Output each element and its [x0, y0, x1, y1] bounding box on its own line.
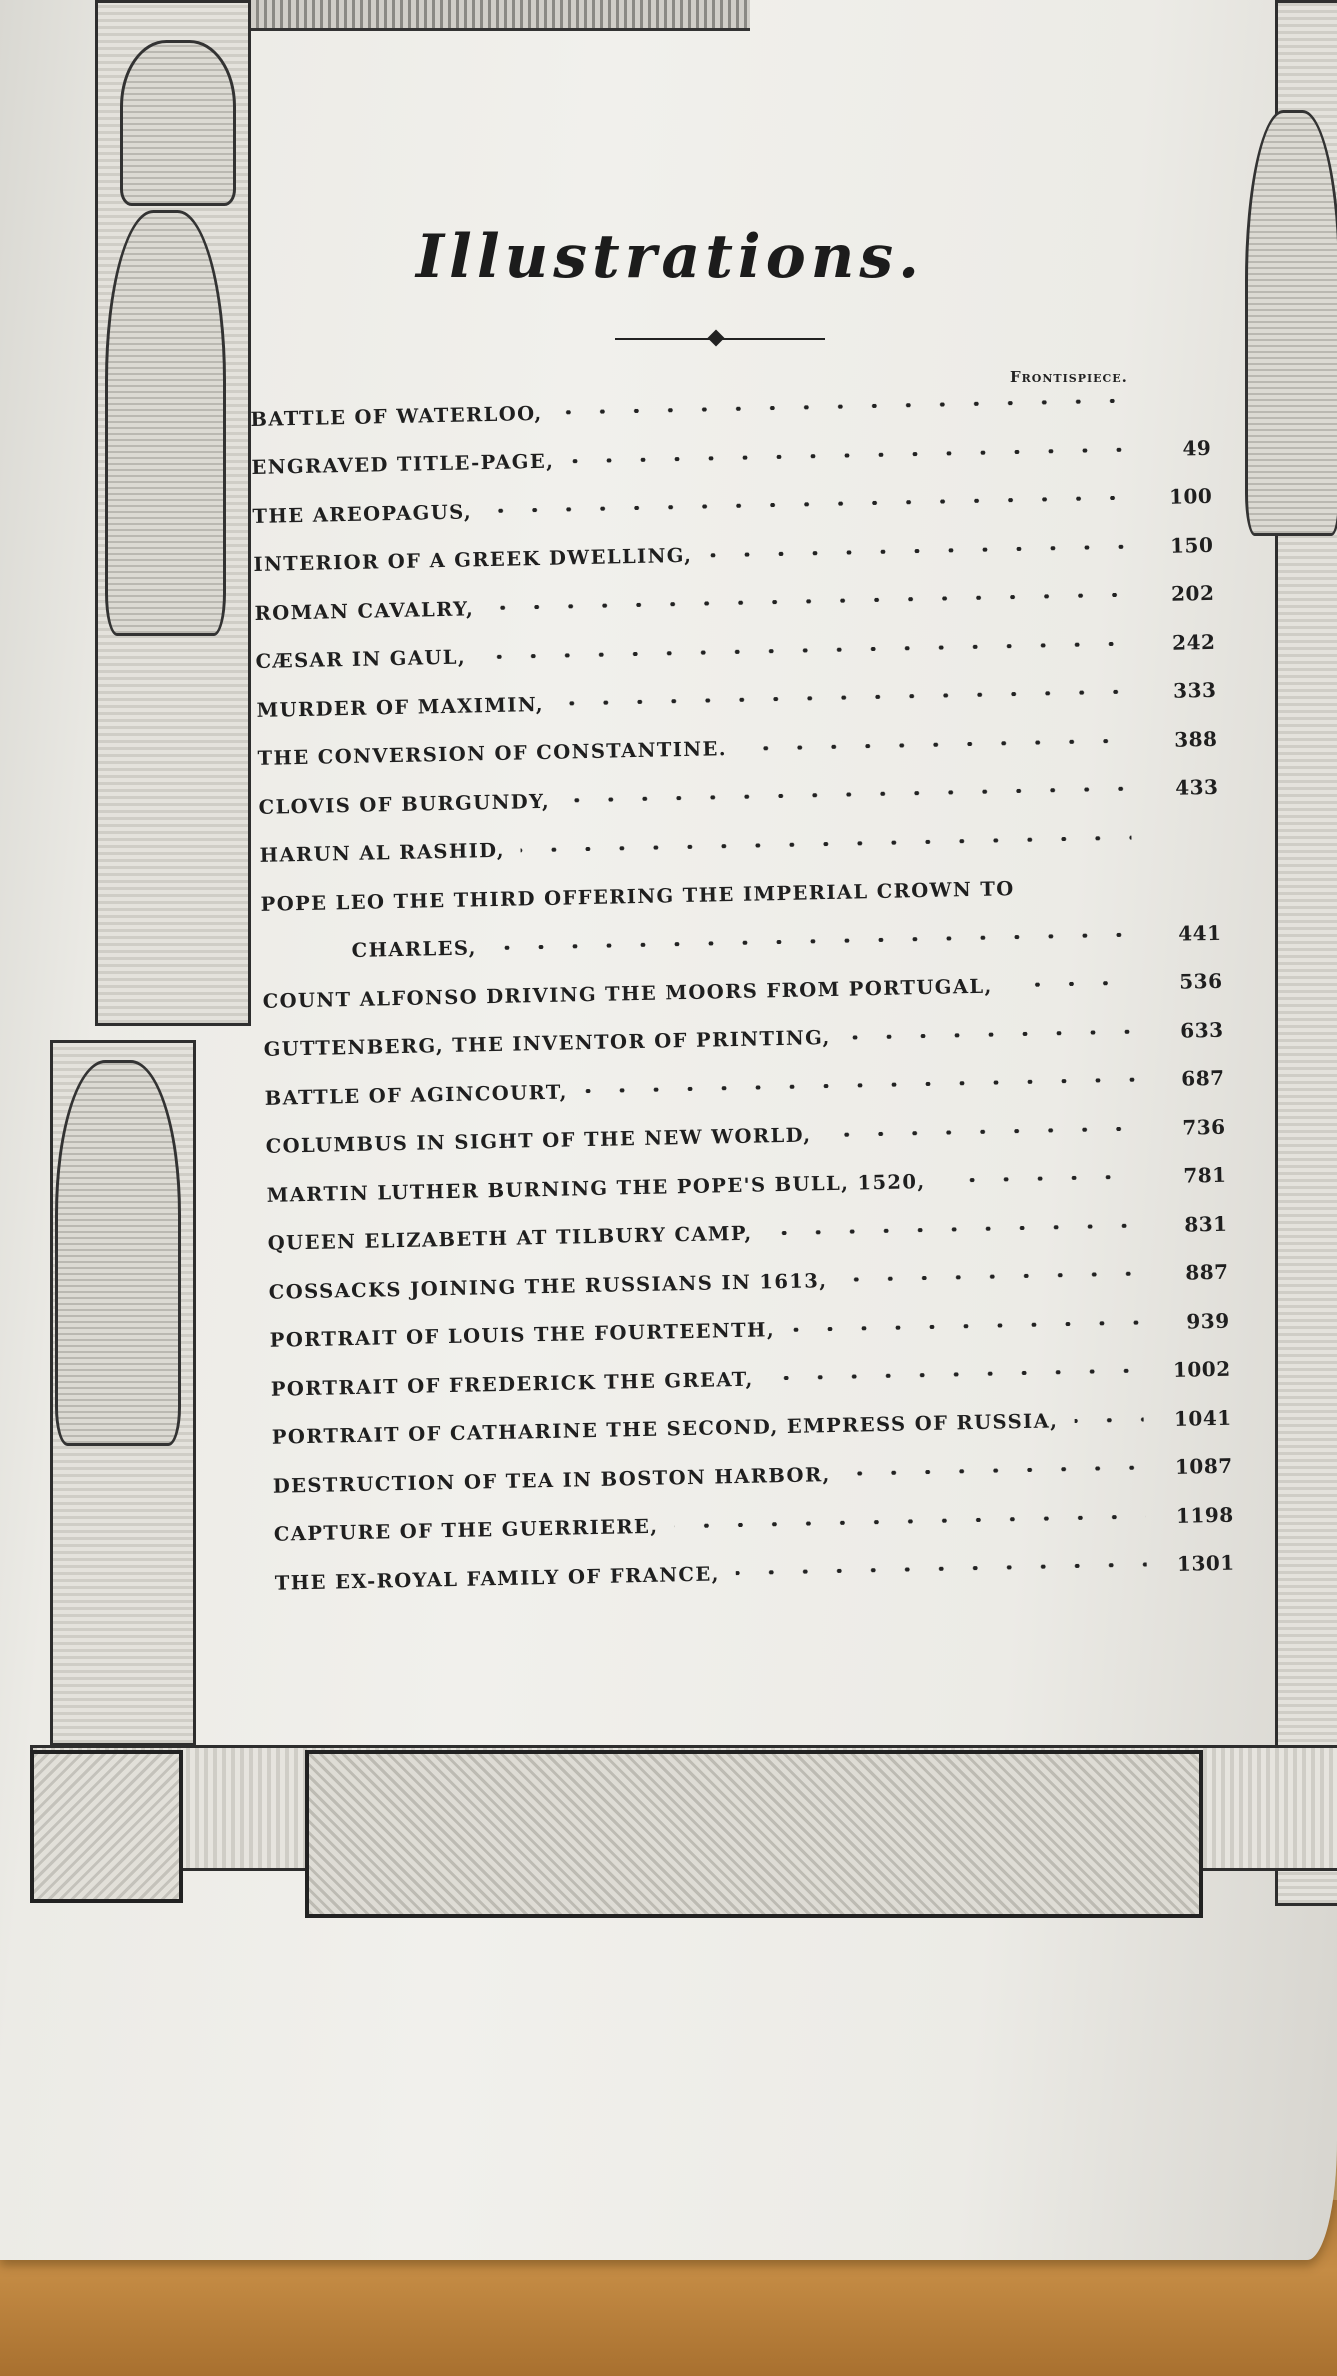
entry-page: 333 — [1172, 678, 1217, 703]
entry-page: 441 — [1177, 920, 1222, 946]
muse-figure-ornament — [55, 1060, 181, 1446]
dot-leader — [843, 1272, 1140, 1282]
entry-title: ENGRAVED TITLE-PAGE, — [251, 449, 555, 480]
pharaoh-figure-ornament — [105, 210, 226, 636]
entry-title: CAPTURE OF THE GUERRIERE, — [273, 1514, 659, 1546]
dot-leader — [1074, 1417, 1143, 1422]
entry-title: ROMAN CAVALRY, — [254, 597, 475, 625]
entry-page — [1137, 836, 1219, 838]
frontispiece-label: Frontispiece. — [1010, 368, 1128, 386]
crest-corner-ornament — [30, 1750, 183, 1903]
entry-page: 736 — [1182, 1114, 1226, 1140]
dot-leader — [674, 1514, 1145, 1528]
entry-page: 388 — [1173, 726, 1218, 752]
dot-leader — [490, 593, 1126, 610]
entry-page: 202 — [1170, 581, 1215, 607]
entry-page: 1002 — [1172, 1356, 1231, 1383]
dot-leader — [558, 399, 1122, 415]
entry-title: CÆSAR IN GAUL, — [255, 645, 467, 674]
title-divider-diamond — [708, 330, 725, 347]
pharaoh-head-ornament — [120, 40, 236, 206]
entry-page: 887 — [1185, 1259, 1229, 1285]
entry-page: 433 — [1174, 775, 1219, 800]
entry-page: 939 — [1186, 1308, 1230, 1334]
entry-title: QUEEN ELIZABETH AT TILBURY CAMP, — [267, 1221, 753, 1256]
floral-bottom-panel — [305, 1750, 1203, 1918]
entry-page: 687 — [1181, 1065, 1225, 1091]
entry-title: MARTIN LUTHER BURNING THE POPE'S BULL, 1520, — [266, 1169, 926, 1207]
right-pharaoh-ornament — [1245, 110, 1337, 536]
entry-title: PORTRAIT OF CATHARINE THE SECOND, EMPRESS OF RUSSIA, — [271, 1409, 1059, 1450]
entry-title: BATTLE OF AGINCOURT, — [264, 1080, 569, 1110]
entry-title: CHARLES, — [351, 936, 478, 963]
dot-leader — [736, 1563, 1147, 1576]
dot-leader — [743, 738, 1130, 750]
dot-leader — [521, 835, 1132, 852]
entry-title: HARUN AL RASHID, — [259, 839, 506, 868]
entry-page: 1041 — [1173, 1405, 1232, 1431]
dot-leader — [847, 1029, 1136, 1039]
entry-title: PORTRAIT OF LOUIS THE FOURTEENTH, — [269, 1318, 776, 1353]
dot-leader — [827, 1126, 1137, 1136]
page-title: Illustrations. — [415, 222, 925, 292]
dot-leader — [493, 932, 1134, 949]
entry-title: PORTRAIT OF FREDERICK THE GREAT, — [270, 1367, 754, 1401]
entry-page: 536 — [1178, 969, 1223, 994]
dot-leader — [847, 1466, 1145, 1476]
dot-leader — [708, 544, 1125, 557]
entry-title: COLUMBUS IN SIGHT OF THE NEW WORLD, — [265, 1123, 812, 1159]
dot-leader — [488, 496, 1124, 513]
dot-leader — [941, 1175, 1138, 1183]
entry-title: THE CONVERSION OF CONSTANTINE. — [257, 737, 728, 771]
dot-leader — [1009, 981, 1135, 988]
entry-page — [1025, 886, 1107, 888]
entry-title: INTERIOR OF A GREEK DWELLING, — [253, 544, 693, 577]
dot-leader — [482, 641, 1127, 659]
dot-leader — [791, 1320, 1142, 1331]
dot-leader — [560, 690, 1129, 706]
dot-leader — [566, 787, 1130, 803]
entry-page: 242 — [1171, 629, 1216, 655]
entry-title: DESTRUCTION OF TEA IN BOSTON HARBOR, — [272, 1462, 831, 1498]
dot-leader — [769, 1223, 1140, 1235]
dot-leader — [570, 447, 1123, 463]
entry-page — [1128, 399, 1210, 401]
dot-leader — [584, 1078, 1137, 1094]
entry-page: 1087 — [1174, 1453, 1233, 1480]
entry-title: CLOVIS OF BURGUNDY, — [258, 789, 551, 819]
entry-page: 100 — [1168, 484, 1213, 510]
entry-page: 1301 — [1176, 1550, 1235, 1577]
entry-title: COSSACKS JOINING THE RUSSIANS IN 1613, — [268, 1268, 828, 1304]
dot-leader — [770, 1369, 1143, 1381]
entry-title: POPE LEO THE THIRD OFFERING THE IMPERIAL CROWN TO — [260, 876, 1015, 916]
entry-page: 150 — [1169, 532, 1214, 558]
entry-page: 633 — [1180, 1017, 1224, 1043]
entry-title: MURDER OF MAXIMIN, — [256, 692, 545, 722]
entry-title: BATTLE OF WATERLOO, — [250, 401, 543, 431]
entry-title: GUTTENBERG, THE INVENTOR OF PRINTING, — [263, 1026, 831, 1062]
illustrations-list — [250, 375, 1235, 1607]
entry-page: 781 — [1183, 1162, 1227, 1188]
entry-title: THE AREOPAGUS, — [252, 500, 473, 528]
entry-title: COUNT ALFONSO DRIVING THE MOORS FROM PORTUGAL, — [262, 974, 993, 1013]
entry-title: THE EX-ROYAL FAMILY OF FRANCE, — [274, 1562, 721, 1595]
entry-page: 831 — [1184, 1211, 1228, 1237]
entry-page: 49 — [1182, 435, 1212, 461]
entry-page: 1198 — [1175, 1502, 1234, 1528]
